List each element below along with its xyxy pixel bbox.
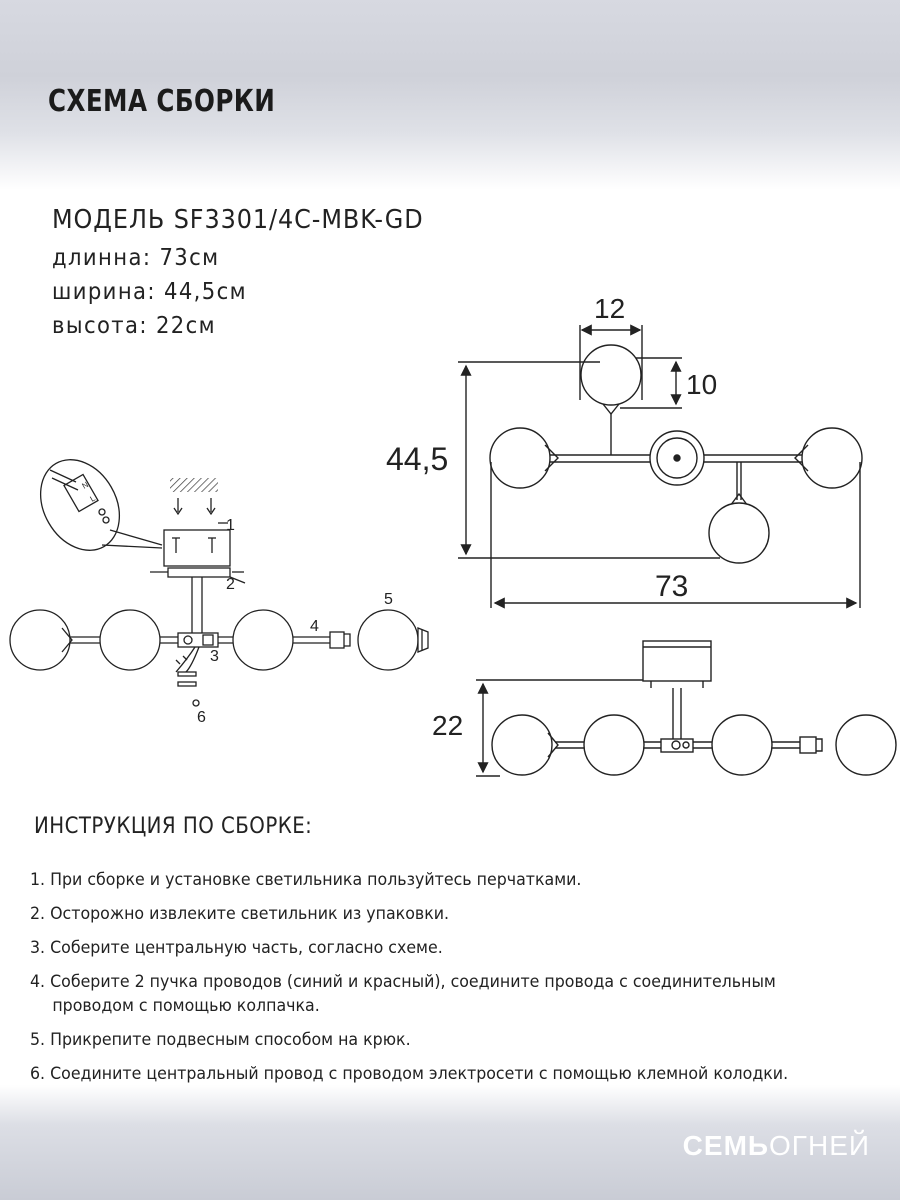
model-name: МОДЕЛЬ SF3301/4C-MBK-GD [52,205,424,235]
instruction-step: 4. Соберите 2 пучка проводов (синий и красный), соедините провода с соединительным [30,972,776,992]
instruction-step: 5. Прикрепите подвесным способом на крюк. [30,1030,411,1050]
instruction-step: 2. Осторожно извлеките светильник из упаковки. [30,904,450,924]
instruction-step-cont: проводом с помощью колпачка. [52,996,320,1016]
spec-length: длинна: 73см [52,245,220,271]
callout-3: 3 [210,648,219,665]
instruction-step: 1. При сборке и установке светильника пользуйтесь перчатками. [30,870,582,890]
brand-logo [683,1130,870,1162]
dim-height: 22 [432,710,464,741]
wire-label-l: L [88,493,97,504]
dim-shade-width: 12 [594,293,626,324]
dim-width: 44,5 [386,441,449,477]
callout-4: 4 [310,618,319,635]
callout-6: 6 [197,709,206,726]
callout-1: 1 [226,517,235,534]
instructions-list [30,868,890,1096]
spec-width: ширина: 44,5см [52,279,247,305]
brand-light: ОГНЕЙ [769,1130,870,1161]
wire-label-n: N [80,480,91,491]
instruction-step: 3. Соберите центральную часть, согласно схеме. [30,938,443,958]
dim-shade-height: 10 [686,369,718,400]
callout-5: 5 [384,591,393,608]
top-view [458,325,862,608]
assembly-view [10,445,428,706]
instruction-step: 6. Соедините центральный провод с проводом электросети с помощью клемной колодки. [30,1064,789,1084]
page-title: СХЕМА СБОРКИ [48,84,276,119]
instructions-title: ИНСТРУКЦИЯ ПО СБОРКЕ: [34,814,313,839]
brand-bold: СЕМЬ [682,1130,770,1161]
callout-2: 2 [226,576,235,593]
spec-height: высота: 22см [52,313,216,339]
dim-length: 73 [655,570,689,603]
side-view [476,641,896,776]
